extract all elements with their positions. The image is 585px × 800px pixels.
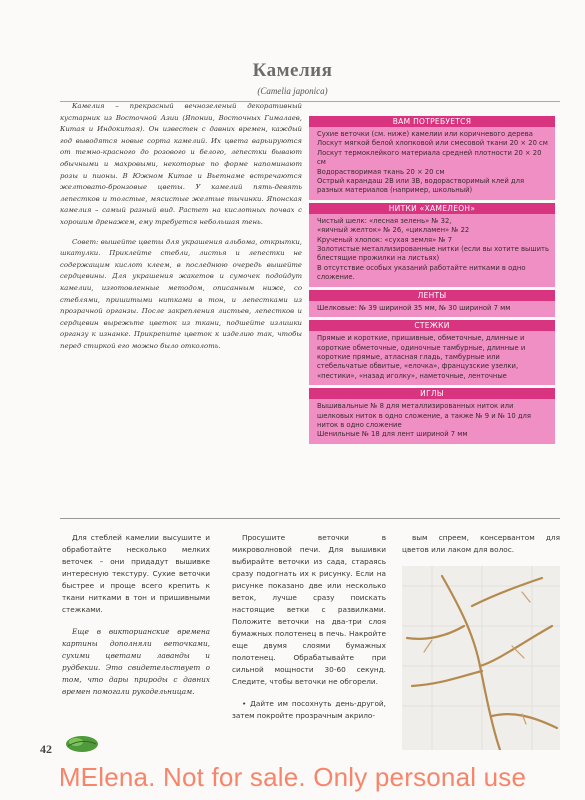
column-paragraph-italic: Еще в викторианские времена картины дополняли веточками, сухими цветами лаванды и рудбекии. Это свидетельствует о том, что дары природы с давних времен помогали рукодельницам. [62, 627, 210, 696]
intro-text [60, 101, 302, 360]
section-head-ribbons: ЛЕНТЫ [309, 290, 555, 301]
list-item: Вышивальные № 8 для металлизированных ниток или шелковых ниток в одно сложение, а также № 9 и № 10 для ниток в одно сложение [317, 402, 531, 429]
tip-paragraph: Совет: вышейте цветы для украшения альбома, открытки, шкатулки. Приклейте стебли, листья и лепестки не содержащим кислот клеем, в последнюю очередь вышейте сердцевины. Для украшения жакетов и сумочек подойдут камелии, изготовленные методом, описанным ниже, со стеблями, пришитыми нитками в тон, и лепестками из прозрачной органзы. После закрепления листьев, лепестков и сердцевин вырежьте цветок из ткани, подшейте излишки органзу к изнанке. Прикрепите цветок к изделию так, чтобы перед стиркой его можно было отколоть. [60, 237, 302, 350]
column-paragraph: Для стеблей камелии высушите и обработайте несколько мелких веточек – они придадут вышивке интересную текстуру. Сухие веточки быстрее и проще всего крепить к ткани нитками в тон и пришивными стежками. [62, 533, 210, 614]
list-item: Чистый шелк: «лесная зелень» № 32, [317, 216, 452, 225]
materials-sidebar [309, 116, 555, 447]
list-item: Водорастворимая ткань 20 × 20 см [317, 167, 445, 176]
list-item: «яичный желток» № 26, «цикламен» № 22 [317, 226, 470, 235]
list-item: Прямые и короткие, пришивные, обметочные, длинные и короткие обметочные, одиночные тамбурные, длинные и короткие прямые, атласная гладь, тамбурные или стебельчатые обвитые, «елочка», французские узелки, «пестики», «назад иголку», наметочные, ленточные [317, 334, 526, 380]
column-paragraph: вым спреем, консервантом для цветов или лаком для волос. [402, 533, 560, 554]
section-body-needles [309, 399, 555, 444]
list-item: Шенильные № 18 для лент шириной 7 мм [317, 430, 468, 439]
watermark-text: MElena. Not for sale. Only personal use [58, 762, 527, 792]
section-body-needs [309, 127, 555, 200]
list-item: Лоскут термоклейкого материала средней плотности 20 × 20 см [317, 148, 542, 167]
twigs-illustration [402, 566, 560, 750]
list-item: Крученый хлопок: «сухая земля» № 7 [317, 235, 453, 244]
section-head-stitches: СТЕЖКИ [309, 320, 555, 331]
list-item: В отсутствие особых указаний работайте нитками в одно сложение. [317, 263, 526, 282]
list-item: Шелковые: № 39 шириной 35 мм, № 30 шириной 7 мм [317, 303, 511, 312]
list-item: Сухие веточки (см. ниже) камелии или коричневого дерева [317, 130, 533, 138]
section-head-needles: ИГЛЫ [309, 388, 555, 399]
section-head-threads: НИТКИ «ХАМЕЛЕОН» [309, 203, 555, 214]
page-number: 42 [40, 742, 52, 756]
list-item: Острый карандаш 2В или 3В, водорастворимый клей для разных материалов (например, школьный) [317, 177, 525, 195]
column-1 [62, 532, 210, 708]
section-divider [60, 518, 560, 519]
page-title: Камелия [252, 60, 333, 81]
list-item: Золотистые металлизированные нитки (если вы хотите вышить блестящие прожилки на листьях) [317, 245, 549, 263]
section-head-needs: ВАМ ПОТРЕБУЕТСЯ [309, 116, 555, 127]
section-body-threads [309, 214, 555, 287]
page-subtitle: (Camelia japonica) [257, 86, 328, 96]
list-item: Лоскут мягкой белой хлопковой или смесовой ткани 20 × 20 см [317, 139, 548, 148]
column-2 [232, 532, 386, 732]
section-body-ribbons [309, 301, 555, 317]
column-paragraph: Просушите веточки в микроволновой печи. Для вышивки выбирайте веточки из сада, стараясь сразу подогнать их к рисунку. Если на рисунке показано две или несколько веток, лучше сразу поискать настоящие ветки с развилками. Положите веточки на два-три слоя бумажных полотенец в печь. Накройте еще двумя слоями бумажных полотенец. Обрабатывайте при сильной мощности 30-60 секунд. Следите, чтобы веточки не обгорели. [232, 533, 386, 686]
section-body-stitches [309, 331, 555, 385]
twigs-photo [402, 566, 560, 750]
column-3 [402, 532, 560, 566]
leaf-icon [62, 732, 102, 758]
intro-paragraph: Камелия – прекрасный вечнозеленый декоративный кустарник из Восточной Азии (Японии, Восточных Гималаев, Китая и Индокитая). Он известен с давних времен, каждый год выводятся новые сорта камелий. Их цвета варьируются от темно-красного до розового и белого, лепестки бывают обычными и махровыми, некоторые по форме напоминают розы и пионы. В Южном Китае и Вьетнаме встречаются желтовато-бронзовые цветы. У камелий пять-девять лепестков и толстые, мясистые желтые тычинки. Японская камелия – самый разный вид. Растет на кислотных почвах с хорошим дренажем, ему требуется небольшая тень. [60, 102, 302, 226]
column-paragraph: • Дайте им посохнуть день-другой, затем покройте прозрачным акрило- [232, 699, 386, 720]
